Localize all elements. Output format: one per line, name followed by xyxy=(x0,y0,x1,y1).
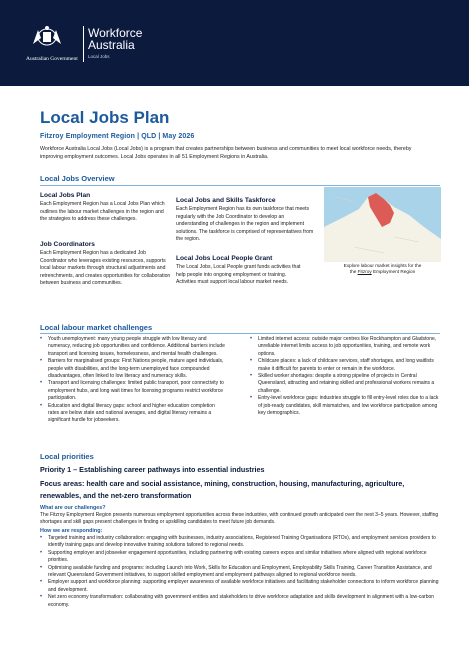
list-item: • Barriers for marginalised groups: First Nations people, mature aged individuals, people with disabilities, and the long-term unemployed face compounded disadvantages, often linked to low literacy and numeracy skills. xyxy=(40,358,225,380)
challenges-list-right xyxy=(250,336,440,417)
page-title: Local Jobs Plan xyxy=(40,108,170,127)
map-caption-text-2: Employment Region xyxy=(372,269,416,275)
gov-name: Australian Government xyxy=(26,56,78,62)
brand-sub: Local Jobs xyxy=(88,54,110,59)
header-banner xyxy=(0,0,469,86)
intro-paragraph: Workforce Australia Local Jobs (Local Jobs) is a program that creates partnerships between business and communities to meet local workforce needs, thereby improving employment outcomes. Local Jobs operates in all 51 Employment Regions in Australia. xyxy=(40,146,412,160)
list-item: • Net zero economy transformation: collaborating with government entities and stakeholders to drive workforce adaptation and skills development in alignment with a low-carbon economy. xyxy=(40,594,440,609)
list-item: • Skilled worker shortages: despite a strong pipeline of projects in Central Queensland, attracting and retaining skilled and professional workers remains a challenge. xyxy=(250,373,440,395)
focus-areas: Focus areas: health care and social assistance, mining, construction, housing, manufacturing, agriculture, renewables, and the net-zero transformation xyxy=(40,479,405,500)
brand-line-1: Workforce xyxy=(88,26,143,40)
map-caption: Explore labour market insights for the the Fitzroy Employment Region xyxy=(343,263,422,275)
priority-1-title: Priority 1 – Establishing career pathways into essential industries xyxy=(40,465,265,474)
list-item: • Supporting employer and jobseeker engagement opportunities, including partnering with existing careers expos and similar initiatives where aligned with regional workforce priorities. xyxy=(40,550,440,565)
plan-text: Each Employment Region has a Local Jobs Plan which outlines the labour market challenges in the region and the strategies to address these challenges. xyxy=(40,201,165,223)
coordinators-text: Each Employment Region has a dedicated Job Coordinator who leverages existing resources, supports local labour markets through structural adjustments and retrenchments, and creates opportunities for collaboration between business and communities. xyxy=(40,250,171,287)
region-map xyxy=(324,187,441,262)
map-caption-text-1: Explore labour market insights for the xyxy=(343,263,422,268)
taskforce-text: Each Employment Region has its own taskforce that meets regularly with the Job Coordinator to develop an understanding of challenges in the region and implement solutions. The taskforce is comprised of representatives from the region. xyxy=(176,206,314,243)
challenges-heading: Local labour market challenges xyxy=(40,323,153,332)
list-item: • Childcare places: a lack of childcare services, staff shortages, and long waitlists make it difficult for parents to enter or remain in the workforce. xyxy=(250,358,440,373)
grant-text: The Local Jobs, Local People grant funds activities that help people into ongoing employment or training. Activities must support local labour market needs. xyxy=(176,264,301,286)
challenges-list-left xyxy=(40,336,225,425)
list-item: • Optimising available funding and programs: including Launch into Work, Skills for Education and Employment, Employability Skills Training, Career Transition Assistance, and relevant Queensland Government initiatives, to support skilled employment and employment pathways aligned to regional workforce needs. xyxy=(40,565,440,580)
brand-line-2: Australia xyxy=(88,38,135,52)
priorities-heading: Local priorities xyxy=(40,452,94,461)
coat-of-arms-icon xyxy=(30,24,64,50)
coordinators-title: Job Coordinators xyxy=(40,241,95,248)
list-item: • Transport and licensing challenges: limited public transport, poor connectivity to employment hubs, and long wait times for licensing programs restrict workforce participation. xyxy=(40,380,225,402)
fitzroy-link[interactable]: Fitzroy xyxy=(357,269,372,275)
grant-title: Local Jobs Local People Grant xyxy=(176,255,273,262)
map-icon xyxy=(324,187,441,262)
responding-heading: How we are responding: xyxy=(40,528,103,534)
challenges-divider xyxy=(40,333,440,334)
overview-heading: Local Jobs Overview xyxy=(40,174,115,183)
plan-title: Local Jobs Plan xyxy=(40,192,91,199)
list-item: • Education and digital literacy gaps: school and higher education completion rates are below state and national averages, and digital literacy remains a significant hurdle for jobseekers. xyxy=(40,403,225,425)
page-subtitle: Fitzroy Employment Region | QLD | May 2026 xyxy=(40,133,195,140)
our-challenges-text: The Fitzroy Employment Region presents numerous employment opportunities across these industries, with continued growth anticipated over the next 3–5 years. However, staffing shortages and skill gaps present challenges in finding or upskilling candidates to meet future job demands. xyxy=(40,512,439,526)
list-item: • Entry-level workforce gaps: industries struggle to fill entry-level roles due to a lack of job-ready candidates, skill mismatches, and low workforce participation among key demographics. xyxy=(250,395,440,417)
list-item: • Employer support and workforce planning: supporting employer awareness of available workforce initiatives and facilitating stakeholder connections to inform workforce planning and development. xyxy=(40,579,440,594)
taskforce-title: Local Jobs and Skills Taskforce xyxy=(176,197,276,204)
list-item: • Targeted training and industry collaboration: engaging with businesses, industry associations, Registered Training Organisations (RTOs), and employment services providers to identify training gaps and develop innovative training solutions tailored to regional needs. xyxy=(40,535,440,550)
responding-list xyxy=(40,535,440,609)
overview-divider xyxy=(40,185,440,186)
list-item: • Limited internet access: outside major centres like Rockhampton and Gladstone, unreliable internet limits access to job opportunities, training, and remote work options. xyxy=(250,336,440,358)
header-divider xyxy=(83,26,84,62)
list-item: • Youth unemployment: many young people struggle with low literacy and numeracy, reducing job opportunities and confidence. Additional barriers include transport and licensing issues, homelessness, and mental health challenges. xyxy=(40,336,225,358)
our-challenges-heading: What are our challenges? xyxy=(40,505,106,511)
